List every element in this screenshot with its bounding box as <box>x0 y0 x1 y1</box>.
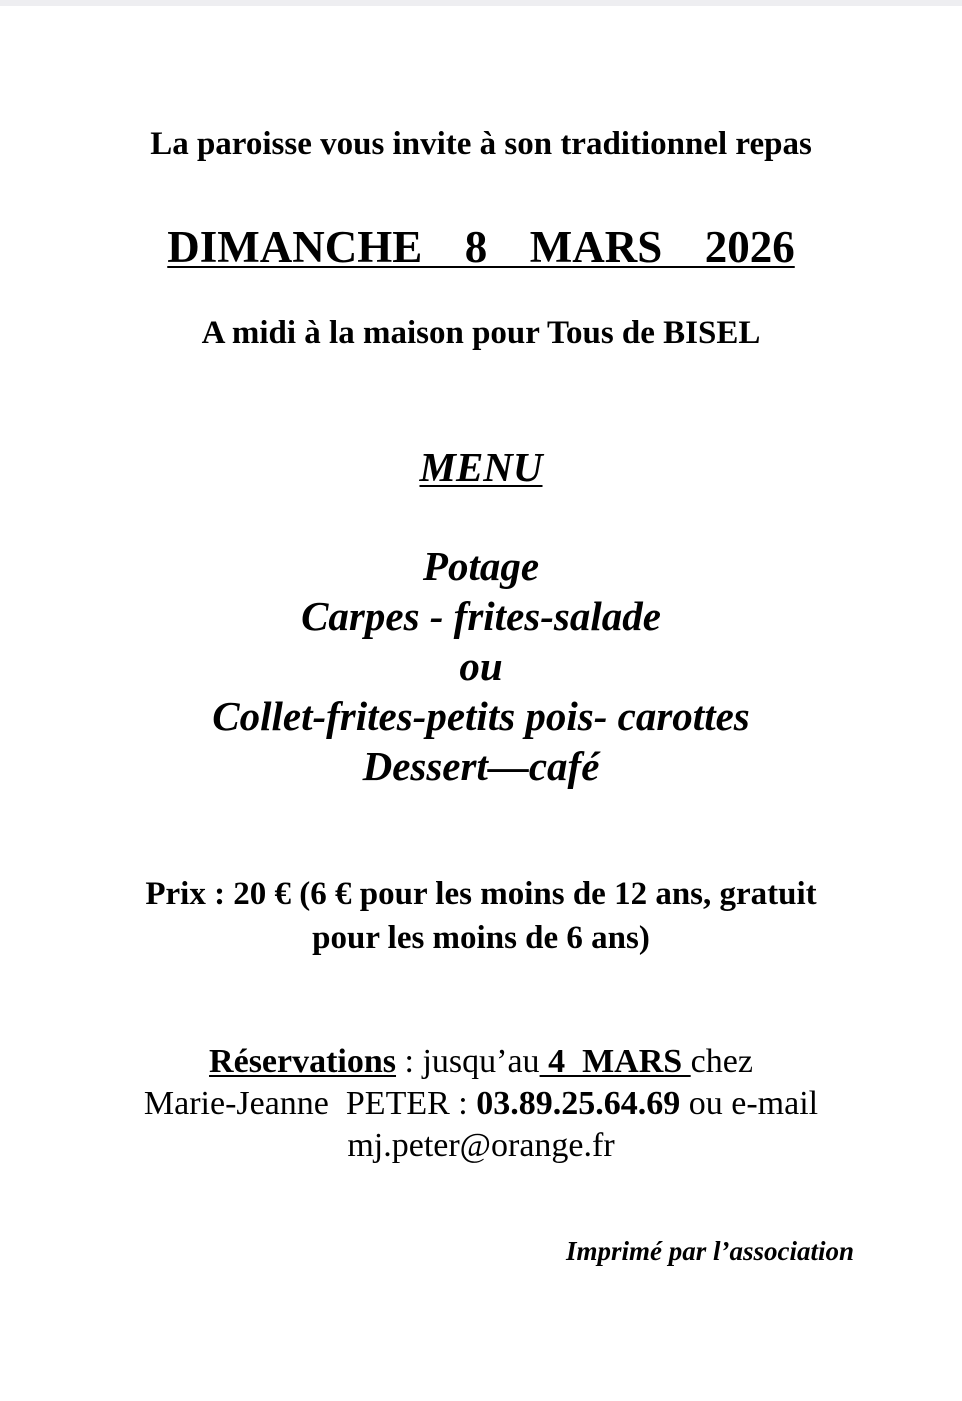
contact-or-email-text: ou e-mail <box>680 1085 819 1122</box>
reservation-block <box>0 1041 962 1167</box>
price-line: Prix : 20 € (6 € pour les moins de 12 ans, gratuit <box>145 876 817 912</box>
menu-title: MENU <box>419 444 543 490</box>
reservation-label: Réservations <box>209 1043 397 1080</box>
event-date: DIMANCHE 8 MARS 2026 <box>167 222 795 272</box>
menu-item: Potage <box>422 543 540 589</box>
contact-phone: 03.89.25.64.69 <box>476 1085 681 1122</box>
menu-list <box>0 541 962 791</box>
menu-item: ou <box>459 643 503 689</box>
price-line: pour les moins de 6 ans) <box>312 920 650 956</box>
venue-line: A midi à la maison pour Tous de BISEL <box>201 315 761 351</box>
contact-name: Marie-Jeanne PETER : <box>143 1085 477 1122</box>
reservation-at-text: chez <box>690 1043 753 1080</box>
contact-line <box>0 1083 962 1125</box>
price-block <box>0 872 962 960</box>
reservation-until-text: : jusqu’au <box>396 1043 540 1080</box>
reservation-line <box>0 1041 962 1083</box>
menu-item: Carpes - frites-salade <box>301 593 661 639</box>
menu-item: Dessert—café <box>362 743 600 789</box>
invitation-line: La paroisse vous invite à son traditionnel repas <box>150 126 812 162</box>
menu-item: Collet-frites-petits pois- carottes <box>212 693 750 739</box>
printed-by-footer: Imprimé par l’association <box>565 1236 854 1266</box>
top-edge-strip <box>0 0 962 6</box>
contact-email: mj.peter@orange.fr <box>347 1127 615 1164</box>
reservation-deadline: 4 MARS <box>539 1043 691 1080</box>
